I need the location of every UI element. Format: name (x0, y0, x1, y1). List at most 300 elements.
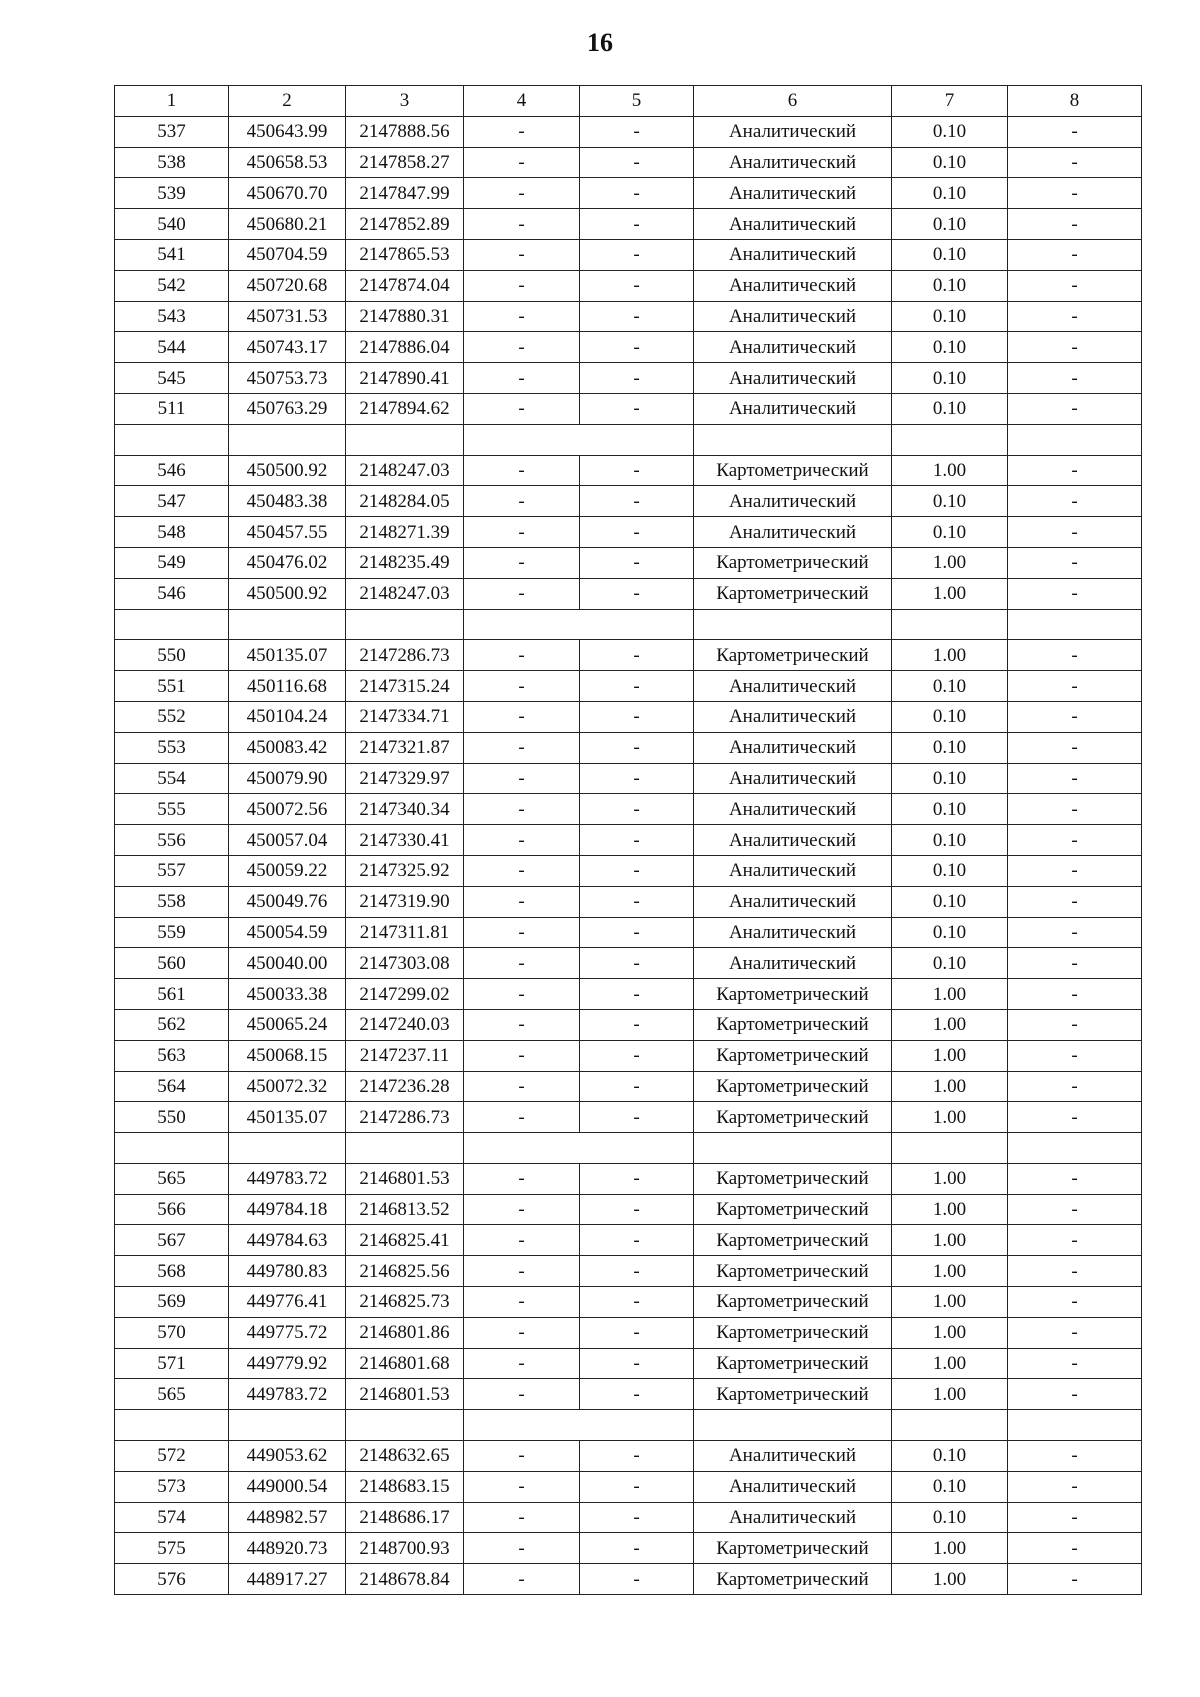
cell-method: Аналитический (694, 363, 892, 394)
cell-col-5: - (580, 1441, 694, 1472)
cell-method: Картометрический (694, 1287, 892, 1318)
separator-row (115, 1133, 1142, 1164)
cell-method: Аналитический (694, 332, 892, 363)
cell-x-coordinate: 450500.92 (229, 578, 346, 609)
empty-cell (1008, 609, 1142, 640)
cell-col-8: - (1008, 517, 1142, 548)
cell-x-coordinate: 450072.32 (229, 1071, 346, 1102)
cell-col-4: - (464, 671, 580, 702)
cell-point-number: 565 (115, 1379, 229, 1410)
cell-method: Картометрический (694, 1102, 892, 1133)
cell-point-number: 548 (115, 517, 229, 548)
cell-col-8: - (1008, 1471, 1142, 1502)
cell-x-coordinate: 450743.17 (229, 332, 346, 363)
cell-col-8: - (1008, 1379, 1142, 1410)
cell-col-4: - (464, 578, 580, 609)
cell-point-number: 542 (115, 270, 229, 301)
table-row (115, 301, 1142, 332)
table-row (115, 270, 1142, 301)
cell-x-coordinate: 450135.07 (229, 1102, 346, 1133)
cell-col-8: - (1008, 1502, 1142, 1533)
empty-cell (464, 1133, 580, 1164)
cell-x-coordinate: 449053.62 (229, 1441, 346, 1472)
cell-point-number: 568 (115, 1256, 229, 1287)
cell-accuracy: 0.10 (892, 948, 1008, 979)
cell-col-4: - (464, 455, 580, 486)
cell-col-5: - (580, 1287, 694, 1318)
cell-y-coordinate: 2147880.31 (346, 301, 464, 332)
cell-col-4: - (464, 239, 580, 270)
cell-y-coordinate: 2147865.53 (346, 239, 464, 270)
cell-accuracy: 1.00 (892, 1256, 1008, 1287)
cell-col-4: - (464, 178, 580, 209)
cell-col-8: - (1008, 1348, 1142, 1379)
cell-col-5: - (580, 1040, 694, 1071)
table-row (115, 547, 1142, 578)
cell-col-8: - (1008, 1102, 1142, 1133)
cell-x-coordinate: 449775.72 (229, 1317, 346, 1348)
cell-accuracy: 0.10 (892, 825, 1008, 856)
cell-x-coordinate: 450065.24 (229, 1009, 346, 1040)
cell-col-8: - (1008, 1287, 1142, 1318)
cell-accuracy: 0.10 (892, 1471, 1008, 1502)
cell-col-5: - (580, 1564, 694, 1595)
cell-y-coordinate: 2147858.27 (346, 147, 464, 178)
cell-col-4: - (464, 763, 580, 794)
cell-accuracy: 0.10 (892, 886, 1008, 917)
cell-col-8: - (1008, 1533, 1142, 1564)
table-row (115, 517, 1142, 548)
cell-accuracy: 0.10 (892, 332, 1008, 363)
empty-cell (1008, 1410, 1142, 1441)
cell-x-coordinate: 450033.38 (229, 979, 346, 1010)
table-row (115, 455, 1142, 486)
table-row (115, 825, 1142, 856)
cell-method: Картометрический (694, 1379, 892, 1410)
cell-col-5: - (580, 855, 694, 886)
column-header-7: 7 (892, 86, 1008, 117)
cell-accuracy: 1.00 (892, 1564, 1008, 1595)
cell-accuracy: 0.10 (892, 393, 1008, 424)
cell-col-5: - (580, 794, 694, 825)
cell-accuracy: 1.00 (892, 1040, 1008, 1071)
cell-y-coordinate: 2146825.56 (346, 1256, 464, 1287)
cell-y-coordinate: 2147847.99 (346, 178, 464, 209)
cell-point-number: 557 (115, 855, 229, 886)
cell-method: Аналитический (694, 178, 892, 209)
cell-x-coordinate: 450135.07 (229, 640, 346, 671)
cell-y-coordinate: 2147852.89 (346, 209, 464, 240)
column-header-3: 3 (346, 86, 464, 117)
cell-method: Аналитический (694, 763, 892, 794)
cell-col-5: - (580, 763, 694, 794)
table-row (115, 1441, 1142, 1472)
table-row (115, 393, 1142, 424)
cell-point-number: 552 (115, 701, 229, 732)
cell-method: Аналитический (694, 517, 892, 548)
cell-col-5: - (580, 979, 694, 1010)
cell-method: Аналитический (694, 209, 892, 240)
cell-col-5: - (580, 1102, 694, 1133)
cell-col-5: - (580, 332, 694, 363)
cell-col-8: - (1008, 917, 1142, 948)
empty-cell (580, 1133, 694, 1164)
cell-x-coordinate: 450116.68 (229, 671, 346, 702)
cell-col-4: - (464, 393, 580, 424)
column-header-8: 8 (1008, 86, 1142, 117)
cell-col-8: - (1008, 239, 1142, 270)
cell-y-coordinate: 2146813.52 (346, 1194, 464, 1225)
table-row (115, 486, 1142, 517)
cell-method: Картометрический (694, 1040, 892, 1071)
separator-row (115, 1410, 1142, 1441)
cell-y-coordinate: 2147325.92 (346, 855, 464, 886)
cell-y-coordinate: 2148686.17 (346, 1502, 464, 1533)
cell-method: Аналитический (694, 116, 892, 147)
cell-x-coordinate: 450643.99 (229, 116, 346, 147)
cell-col-8: - (1008, 301, 1142, 332)
table-row (115, 855, 1142, 886)
cell-col-5: - (580, 948, 694, 979)
cell-col-8: - (1008, 147, 1142, 178)
cell-col-5: - (580, 732, 694, 763)
cell-col-4: - (464, 1071, 580, 1102)
empty-cell (115, 1133, 229, 1164)
cell-col-5: - (580, 1071, 694, 1102)
cell-y-coordinate: 2148632.65 (346, 1441, 464, 1472)
cell-point-number: 538 (115, 147, 229, 178)
cell-y-coordinate: 2146825.41 (346, 1225, 464, 1256)
cell-point-number: 543 (115, 301, 229, 332)
cell-accuracy: 1.00 (892, 1194, 1008, 1225)
cell-point-number: 555 (115, 794, 229, 825)
cell-y-coordinate: 2147303.08 (346, 948, 464, 979)
empty-cell (464, 609, 580, 640)
cell-point-number: 553 (115, 732, 229, 763)
cell-col-5: - (580, 1502, 694, 1533)
cell-col-5: - (580, 486, 694, 517)
table-row (115, 147, 1142, 178)
cell-accuracy: 1.00 (892, 1009, 1008, 1040)
empty-cell (694, 1410, 892, 1441)
cell-accuracy: 0.10 (892, 486, 1008, 517)
cell-x-coordinate: 450680.21 (229, 209, 346, 240)
cell-point-number: 545 (115, 363, 229, 394)
cell-y-coordinate: 2147240.03 (346, 1009, 464, 1040)
cell-col-8: - (1008, 1163, 1142, 1194)
empty-cell (1008, 1133, 1142, 1164)
cell-accuracy: 0.10 (892, 763, 1008, 794)
cell-y-coordinate: 2146825.73 (346, 1287, 464, 1318)
cell-method: Картометрический (694, 979, 892, 1010)
cell-method: Аналитический (694, 732, 892, 763)
cell-y-coordinate: 2147334.71 (346, 701, 464, 732)
cell-method: Картометрический (694, 1317, 892, 1348)
coordinates-table (114, 85, 1142, 1595)
cell-y-coordinate: 2148683.15 (346, 1471, 464, 1502)
cell-point-number: 550 (115, 1102, 229, 1133)
cell-col-5: - (580, 1163, 694, 1194)
cell-accuracy: 1.00 (892, 1287, 1008, 1318)
cell-y-coordinate: 2147319.90 (346, 886, 464, 917)
cell-x-coordinate: 450720.68 (229, 270, 346, 301)
cell-point-number: 544 (115, 332, 229, 363)
cell-method: Аналитический (694, 701, 892, 732)
cell-accuracy: 1.00 (892, 1102, 1008, 1133)
cell-point-number: 571 (115, 1348, 229, 1379)
cell-col-5: - (580, 671, 694, 702)
separator-row (115, 609, 1142, 640)
table-row (115, 794, 1142, 825)
cell-x-coordinate: 448917.27 (229, 1564, 346, 1595)
cell-col-4: - (464, 948, 580, 979)
cell-col-4: - (464, 332, 580, 363)
cell-col-5: - (580, 640, 694, 671)
cell-col-8: - (1008, 270, 1142, 301)
cell-x-coordinate: 450753.73 (229, 363, 346, 394)
cell-point-number: 554 (115, 763, 229, 794)
cell-point-number: 549 (115, 547, 229, 578)
empty-cell (1008, 424, 1142, 455)
cell-accuracy: 1.00 (892, 1379, 1008, 1410)
cell-method: Картометрический (694, 455, 892, 486)
table-row (115, 209, 1142, 240)
cell-col-4: - (464, 517, 580, 548)
cell-y-coordinate: 2148247.03 (346, 455, 464, 486)
cell-col-8: - (1008, 116, 1142, 147)
cell-x-coordinate: 450057.04 (229, 825, 346, 856)
cell-method: Картометрический (694, 1225, 892, 1256)
cell-col-8: - (1008, 1194, 1142, 1225)
cell-col-5: - (580, 517, 694, 548)
cell-col-4: - (464, 1194, 580, 1225)
cell-col-5: - (580, 1348, 694, 1379)
cell-y-coordinate: 2146801.53 (346, 1379, 464, 1410)
empty-cell (694, 1133, 892, 1164)
cell-point-number: 558 (115, 886, 229, 917)
cell-method: Аналитический (694, 794, 892, 825)
table-header (115, 86, 1142, 117)
cell-col-4: - (464, 1225, 580, 1256)
cell-accuracy: 0.10 (892, 363, 1008, 394)
cell-x-coordinate: 450079.90 (229, 763, 346, 794)
cell-col-5: - (580, 578, 694, 609)
cell-accuracy: 1.00 (892, 979, 1008, 1010)
cell-col-5: - (580, 301, 694, 332)
cell-y-coordinate: 2148235.49 (346, 547, 464, 578)
empty-cell (694, 424, 892, 455)
table-row (115, 732, 1142, 763)
cell-accuracy: 0.10 (892, 301, 1008, 332)
cell-col-4: - (464, 363, 580, 394)
empty-cell (229, 609, 346, 640)
cell-col-8: - (1008, 948, 1142, 979)
empty-cell (892, 609, 1008, 640)
cell-col-4: - (464, 1441, 580, 1472)
cell-col-4: - (464, 301, 580, 332)
table-row (115, 1379, 1142, 1410)
empty-cell (580, 1410, 694, 1441)
cell-x-coordinate: 449779.92 (229, 1348, 346, 1379)
cell-col-8: - (1008, 1256, 1142, 1287)
cell-x-coordinate: 450072.56 (229, 794, 346, 825)
cell-col-4: - (464, 147, 580, 178)
cell-point-number: 511 (115, 393, 229, 424)
empty-cell (346, 1410, 464, 1441)
cell-y-coordinate: 2147286.73 (346, 640, 464, 671)
cell-x-coordinate: 449784.63 (229, 1225, 346, 1256)
cell-col-4: - (464, 1040, 580, 1071)
cell-x-coordinate: 450704.59 (229, 239, 346, 270)
cell-point-number: 546 (115, 578, 229, 609)
cell-x-coordinate: 450670.70 (229, 178, 346, 209)
cell-y-coordinate: 2148700.93 (346, 1533, 464, 1564)
table-row (115, 1348, 1142, 1379)
cell-accuracy: 1.00 (892, 578, 1008, 609)
cell-point-number: 559 (115, 917, 229, 948)
cell-method: Аналитический (694, 270, 892, 301)
cell-col-4: - (464, 825, 580, 856)
cell-col-5: - (580, 455, 694, 486)
empty-cell (229, 1133, 346, 1164)
cell-col-8: - (1008, 1071, 1142, 1102)
cell-accuracy: 0.10 (892, 517, 1008, 548)
table-row (115, 671, 1142, 702)
cell-point-number: 573 (115, 1471, 229, 1502)
cell-x-coordinate: 449784.18 (229, 1194, 346, 1225)
cell-col-5: - (580, 393, 694, 424)
cell-col-4: - (464, 1533, 580, 1564)
cell-x-coordinate: 449780.83 (229, 1256, 346, 1287)
cell-y-coordinate: 2148247.03 (346, 578, 464, 609)
cell-col-4: - (464, 1009, 580, 1040)
cell-col-5: - (580, 116, 694, 147)
table-row (115, 1071, 1142, 1102)
cell-y-coordinate: 2147237.11 (346, 1040, 464, 1071)
cell-method: Картометрический (694, 578, 892, 609)
cell-method: Картометрический (694, 1533, 892, 1564)
cell-x-coordinate: 450083.42 (229, 732, 346, 763)
cell-x-coordinate: 450476.02 (229, 547, 346, 578)
cell-col-4: - (464, 1564, 580, 1595)
table-row (115, 1471, 1142, 1502)
cell-method: Аналитический (694, 486, 892, 517)
cell-point-number: 569 (115, 1287, 229, 1318)
table-row (115, 763, 1142, 794)
cell-y-coordinate: 2147311.81 (346, 917, 464, 948)
cell-col-8: - (1008, 640, 1142, 671)
cell-method: Аналитический (694, 1471, 892, 1502)
cell-col-8: - (1008, 979, 1142, 1010)
table-row (115, 178, 1142, 209)
cell-point-number: 570 (115, 1317, 229, 1348)
cell-accuracy: 0.10 (892, 917, 1008, 948)
cell-col-5: - (580, 1009, 694, 1040)
cell-method: Картометрический (694, 1163, 892, 1194)
empty-cell (892, 424, 1008, 455)
cell-method: Аналитический (694, 825, 892, 856)
cell-accuracy: 0.10 (892, 794, 1008, 825)
empty-cell (464, 1410, 580, 1441)
table-row (115, 1102, 1142, 1133)
table-row (115, 979, 1142, 1010)
cell-x-coordinate: 450500.92 (229, 455, 346, 486)
cell-accuracy: 0.10 (892, 270, 1008, 301)
cell-method: Картометрический (694, 547, 892, 578)
empty-cell (464, 424, 580, 455)
cell-col-5: - (580, 1225, 694, 1256)
cell-point-number: 566 (115, 1194, 229, 1225)
table-row (115, 1163, 1142, 1194)
cell-x-coordinate: 449000.54 (229, 1471, 346, 1502)
table-row (115, 239, 1142, 270)
cell-method: Аналитический (694, 393, 892, 424)
cell-col-4: - (464, 116, 580, 147)
table-row (115, 886, 1142, 917)
cell-x-coordinate: 449776.41 (229, 1287, 346, 1318)
cell-x-coordinate: 450457.55 (229, 517, 346, 548)
cell-method: Аналитический (694, 855, 892, 886)
table-row (115, 1317, 1142, 1348)
cell-col-8: - (1008, 1317, 1142, 1348)
cell-col-4: - (464, 794, 580, 825)
column-header-4: 4 (464, 86, 580, 117)
cell-point-number: 574 (115, 1502, 229, 1533)
column-header-5: 5 (580, 86, 694, 117)
cell-col-8: - (1008, 794, 1142, 825)
cell-col-8: - (1008, 178, 1142, 209)
cell-y-coordinate: 2148678.84 (346, 1564, 464, 1595)
cell-x-coordinate: 450059.22 (229, 855, 346, 886)
cell-y-coordinate: 2147329.97 (346, 763, 464, 794)
cell-accuracy: 0.10 (892, 116, 1008, 147)
cell-y-coordinate: 2146801.86 (346, 1317, 464, 1348)
table-row (115, 1533, 1142, 1564)
cell-col-8: - (1008, 578, 1142, 609)
cell-x-coordinate: 450763.29 (229, 393, 346, 424)
table-row (115, 948, 1142, 979)
table-row (115, 578, 1142, 609)
cell-point-number: 551 (115, 671, 229, 702)
cell-y-coordinate: 2147315.24 (346, 671, 464, 702)
cell-point-number: 550 (115, 640, 229, 671)
cell-col-8: - (1008, 886, 1142, 917)
cell-accuracy: 0.10 (892, 239, 1008, 270)
cell-col-4: - (464, 886, 580, 917)
cell-col-8: - (1008, 547, 1142, 578)
cell-col-4: - (464, 1163, 580, 1194)
cell-method: Аналитический (694, 948, 892, 979)
cell-x-coordinate: 448920.73 (229, 1533, 346, 1564)
cell-col-8: - (1008, 855, 1142, 886)
column-header-1: 1 (115, 86, 229, 117)
cell-y-coordinate: 2147286.73 (346, 1102, 464, 1133)
cell-y-coordinate: 2146801.68 (346, 1348, 464, 1379)
empty-cell (115, 1410, 229, 1441)
cell-col-8: - (1008, 701, 1142, 732)
cell-accuracy: 0.10 (892, 178, 1008, 209)
cell-col-8: - (1008, 671, 1142, 702)
cell-x-coordinate: 450483.38 (229, 486, 346, 517)
cell-accuracy: 0.10 (892, 701, 1008, 732)
cell-point-number: 561 (115, 979, 229, 1010)
cell-x-coordinate: 449783.72 (229, 1379, 346, 1410)
cell-col-8: - (1008, 1564, 1142, 1595)
table-row (115, 917, 1142, 948)
cell-method: Аналитический (694, 917, 892, 948)
cell-accuracy: 0.10 (892, 147, 1008, 178)
column-header-6: 6 (694, 86, 892, 117)
